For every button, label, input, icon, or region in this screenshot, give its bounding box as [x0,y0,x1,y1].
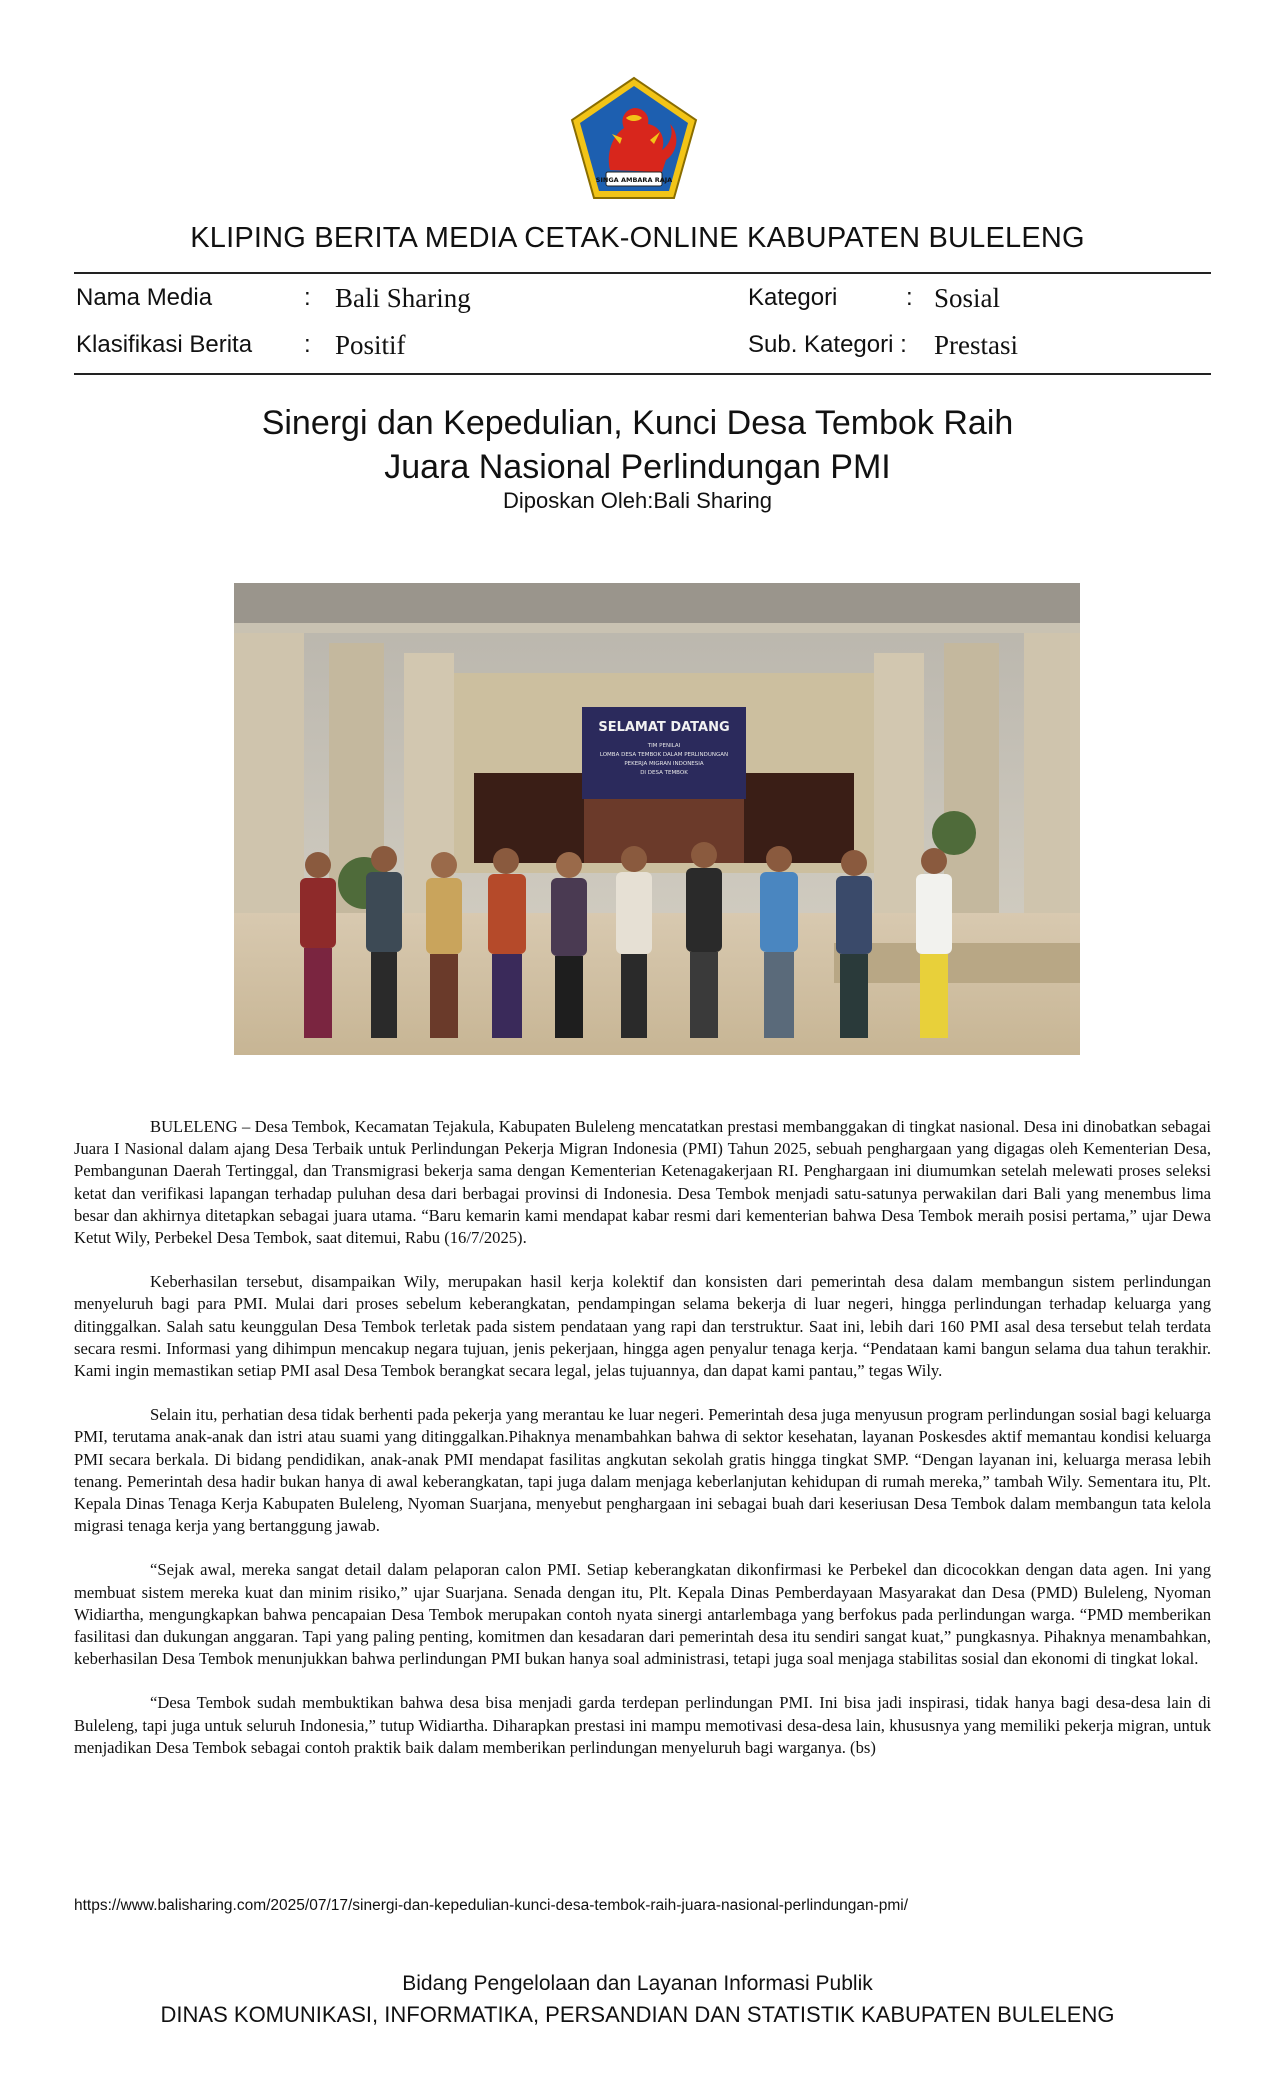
category-label: Kategori [748,284,838,311]
banner-title: SELAMAT DATANG [598,720,730,735]
category-colon: : [906,284,913,311]
media-value: Bali Sharing [335,283,471,313]
subcategory-value: Prestasi [934,330,1018,360]
header-divider-top [74,272,1211,274]
buleleng-crest-logo [566,74,702,202]
source-url-link[interactable]: https://www.balisharing.com/2025/07/17/sinergi-dan-kepedulian-kunci-desa-tembok-raih-juara-nasional-perlindungan-pmi/ [74,1897,909,1914]
footer-agency: DINAS KOMUNIKASI, INFORMATIKA, PERSANDIAN DAN STATISTIK KABUPATEN BULELENG [160,2002,1115,2027]
logo-text: SINGA AMBARA RAJA [595,176,673,184]
article-paragraph-4: “Sejak awal, mereka sangat detail dalam pelaporan calon PMI. Setiap keberangkatan dikonfirmasi ke Perbekel dan dicocokkan dengan data agen. Ini yang membuat sistem mereka kuat dan minim risiko,” ujar Suarjana. Senada dengan itu, Plt. Kepala Dinas Pemberdayaan Masyarakat dan Desa (PMD) Buleleng, Nyoman Widiartha, mengungkapkan bahwa pencapaian Desa Tembok merupakan contoh nyata sinergi antarlembaga yang berfokus pada perlindungan warga. “PMD memberikan fasilitasi dan dukungan anggaran. Tapi yang paling penting, komitmen dan kesadaran dari pemerintah desa itu sendiri sangat kuat,” pungkasnya. Pihaknya menambahkan, keberhasilan Desa Tembok menunjukkan bahwa perlindungan PMI bukan hanya soal administrasi, tetapi juga soal menjaga stabilitas sosial dan ekonomi di tingkat lokal. [74,1560,1211,1669]
header-divider-bottom [74,373,1211,375]
media-colon: : [304,284,311,311]
banner-line-3: PEKERJA MIGRAN INDONESIA [624,761,704,767]
article-byline: Diposkan Oleh:Bali Sharing [502,488,773,513]
banner-line-2: LOMBA DESA TEMBOK DALAM PERLINDUNGAN [599,752,729,758]
classification-value: Positif [335,330,406,360]
classification-label: Klasifikasi Berita [76,331,253,358]
banner-line-4: DI DESA TEMBOK [640,770,688,776]
clipping-header-title: KLIPING BERITA MEDIA CETAK-ONLINE KABUPATEN BULELENG [190,222,1085,254]
media-label: Nama Media [76,284,213,311]
category-value: Sosial [934,283,1001,313]
article-title-line-2: Juara Nasional Perlindungan PMI [384,448,891,486]
article-title-line-1: Sinergi dan Kepedulian, Kunci Desa Tembok Raih [261,404,1014,442]
footer-division: Bidang Pengelolaan dan Layanan Informasi Publik [402,1972,873,1995]
banner-line-1: TIM PENILAI [647,743,681,749]
article-paragraph-5: “Desa Tembok sudah membuktikan bahwa desa bisa menjadi garda terdepan perlindungan PMI. Ini bisa jadi inspirasi, tidak hanya bagi desa-desa lain di Buleleng, tapi juga untuk seluruh Indonesia,” tutup Widiartha. Diharapkan prestasi ini mampu memotivasi desa-desa lain, khususnya yang memiliki pekerja migran, untuk menjadikan Desa Tembok sebagai contoh praktik baik dalam memberikan perlindungan menyeluruh bagi warganya. (bs) [74,1693,1211,1757]
article-paragraph-2: Keberhasilan tersebut, disampaikan Wily, merupakan hasil kerja kolektif dan konsisten dari pemerintah desa dalam membangun sistem perlindungan menyeluruh bagi para PMI. Mulai dari proses sebelum keberangkatan, pendampingan selama bekerja di luar negeri, hingga perlindungan terhadap keluarga yang ditinggalkan. Salah satu keunggulan Desa Tembok terletak pada sistem pendataan yang rapi dan terstruktur. Saat ini, lebih dari 160 PMI asal desa tersebut telah terdata secara resmi. Informasi yang dihimpun mencakup negara tujuan, jenis pekerjaan, hingga agen penyalur tenaga kerja. “Pendataan kami bangun selama dua tahun terakhir. Kami ingin memastikan setiap PMI asal Desa Tembok berangkat secara legal, jelas tujuannya, dan dapat kami pantau,” tegas Wily. [74,1272,1211,1381]
article-paragraph-3: Selain itu, perhatian desa tidak berhenti pada pekerja yang merantau ke luar negeri. Pemerintah desa juga menyusun program perlindungan sosial bagi keluarga PMI, terutama anak-anak dan istri atau suami yang ditinggalkan.Pihaknya menambahkan bahwa di sektor kesehatan, layanan Poskesdes aktif memantau kondisi keluarga PMI secara berkala. Di bidang pendidikan, anak-anak PMI mendapat fasilitas angkutan sekolah gratis hingga tingkat SMP. “Dengan layanan ini, keluarga merasa lebih tenang. Pemerintah desa hadir bukan hanya di awal keberangkatan, tapi juga dalam menjaga keberlanjutan kehidupan di rumah mereka,” tambah Wily. Sementara itu, Plt. Kepala Dinas Tenaga Kerja Kabupaten Buleleng, Nyoman Suarjana, menyebut penghargaan ini sebagai buah dari keseriusan Desa Tembok dalam membangun tata kelola migrasi tenaga kerja yang bertanggung jawab. [74,1405,1211,1536]
article-body [74,1116,1211,1781]
article-photo [234,583,1080,1055]
subcategory-label: Sub. Kategori : [748,331,907,358]
classification-colon: : [304,331,311,358]
article-paragraph-1: BULELENG – Desa Tembok, Kecamatan Tejakula, Kabupaten Buleleng mencatatkan prestasi membanggakan di tingkat nasional. Desa ini dinobatkan sebagai Juara I Nasional dalam ajang Desa Terbaik untuk Perlindungan Pekerja Migran Indonesia (PMI) Tahun 2025, sebuah penghargaan yang digagas oleh Kementerian Desa, Pembangunan Daerah Tertinggal, dan Transmigrasi bekerja sama dengan Kementerian Ketenagakerjaan RI. Penghargaan ini diumumkan setelah melewati proses seleksi ketat dan verifikasi lapangan terhadap puluhan desa dari berbagai provinsi di Indonesia. Desa Tembok menjadi satu-satunya perwakilan dari Bali yang menembus lima besar dan akhirnya ditetapkan sebagai juara utama. “Baru kemarin kami mendapat kabar resmi dari kementerian bahwa Desa Tembok meraih posisi pertama,” ujar Dewa Ketut Wily, Perbekel Desa Tembok, saat ditemui, Rabu (16/7/2025). [74,1117,1211,1248]
